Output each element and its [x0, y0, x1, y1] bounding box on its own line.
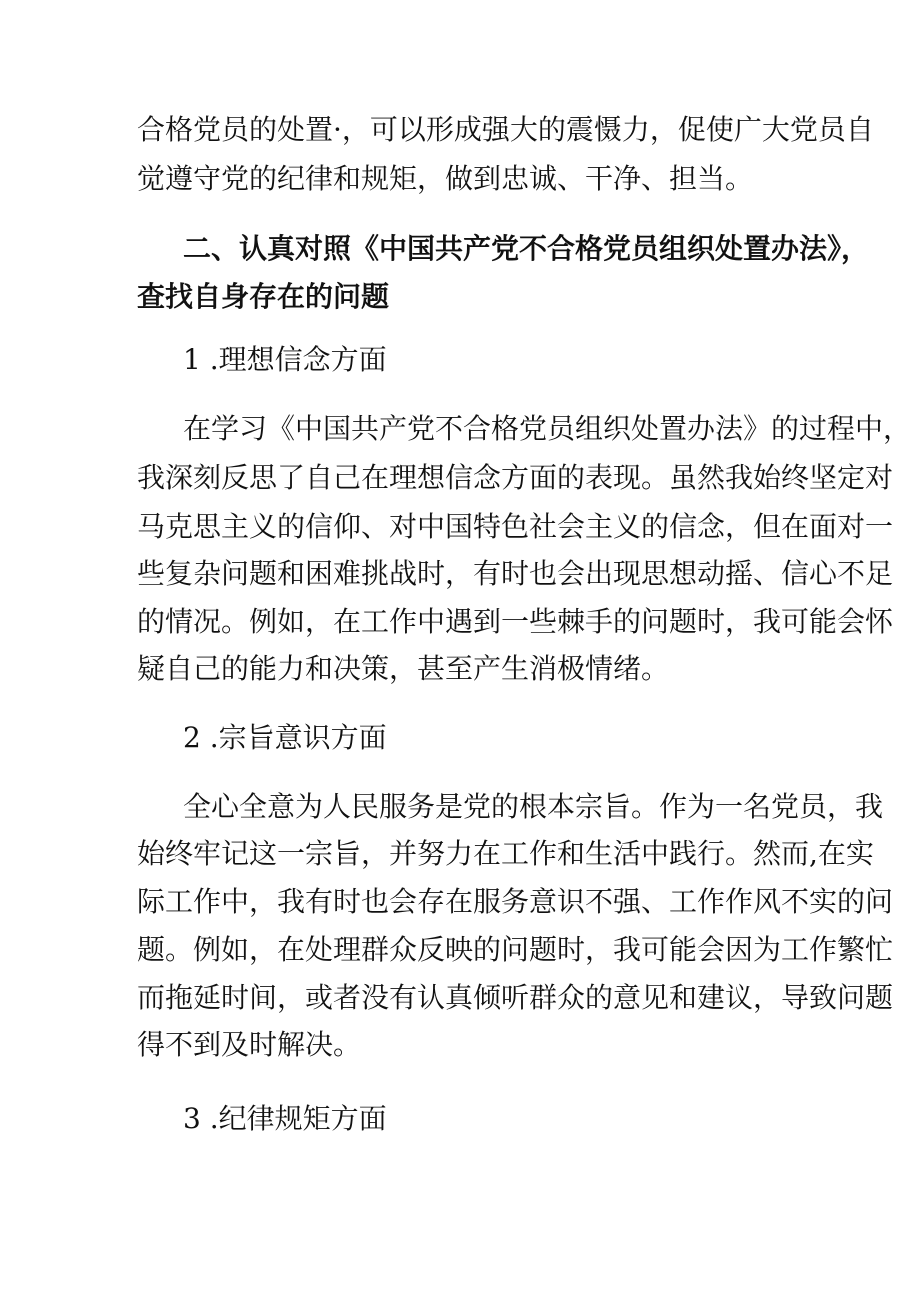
subsection-2-line-1: 全心全意为人民服务是党的根本宗旨。作为一名党员，我	[183, 790, 884, 823]
subsection-1-title: 1 .理想信念方面	[183, 343, 387, 376]
subsection-2-line-6: 得不到及时解决。	[137, 1028, 362, 1061]
subsection-1-line-4: 些复杂问题和困难挑战时，有时也会出现思想动摇、信心不足	[137, 557, 894, 590]
intro-line-2: 觉遵守党的纪律和规矩，做到忠诚、干净、担当。	[137, 162, 754, 195]
subsection-3-title: 3 .纪律规矩方面	[183, 1102, 387, 1135]
subsection-1-line-1: 在学习《中国共产党不合格党员组织处置办法》的过程中，	[183, 412, 912, 445]
subsection-1-line-2: 我深刻反思了自己在理想信念方面的表现。虽然我始终坚定对	[137, 461, 894, 494]
subsection-2-line-4: 题。例如，在处理群众反映的问题时，我可能会因为工作繁忙	[137, 933, 894, 966]
intro-line-1: 合格党员的处置·，可以形成强大的震慑力，促使广大党员自	[137, 113, 874, 146]
subsection-2-title: 2 .宗旨意识方面	[183, 721, 387, 754]
subsection-2-line-2: 始终牢记这一宗旨，并努力在工作和生活中践行。然而,在实	[137, 837, 874, 870]
subsection-1-line-5: 的情况。例如，在工作中遇到一些棘手的问题时，我可能会怀	[137, 605, 894, 638]
section-2-heading-line-1: 二、认真对照《中国共产党不合格党员组织处置办法》，	[183, 232, 870, 265]
subsection-2-line-5: 而拖延时间，或者没有认真倾听群众的意见和建议，导致问题	[137, 981, 894, 1014]
subsection-1-line-3: 马克思主义的信仰、对中国特色社会主义的信念，但在面对一	[137, 510, 894, 543]
section-2-heading-line-2: 查找自身存在的问题	[137, 280, 390, 313]
subsection-2-line-3: 际工作中，我有时也会存在服务意识不强、工作作风不实的问	[137, 885, 894, 918]
subsection-1-line-6: 疑自己的能力和决策，甚至产生消极情绪。	[137, 652, 670, 685]
